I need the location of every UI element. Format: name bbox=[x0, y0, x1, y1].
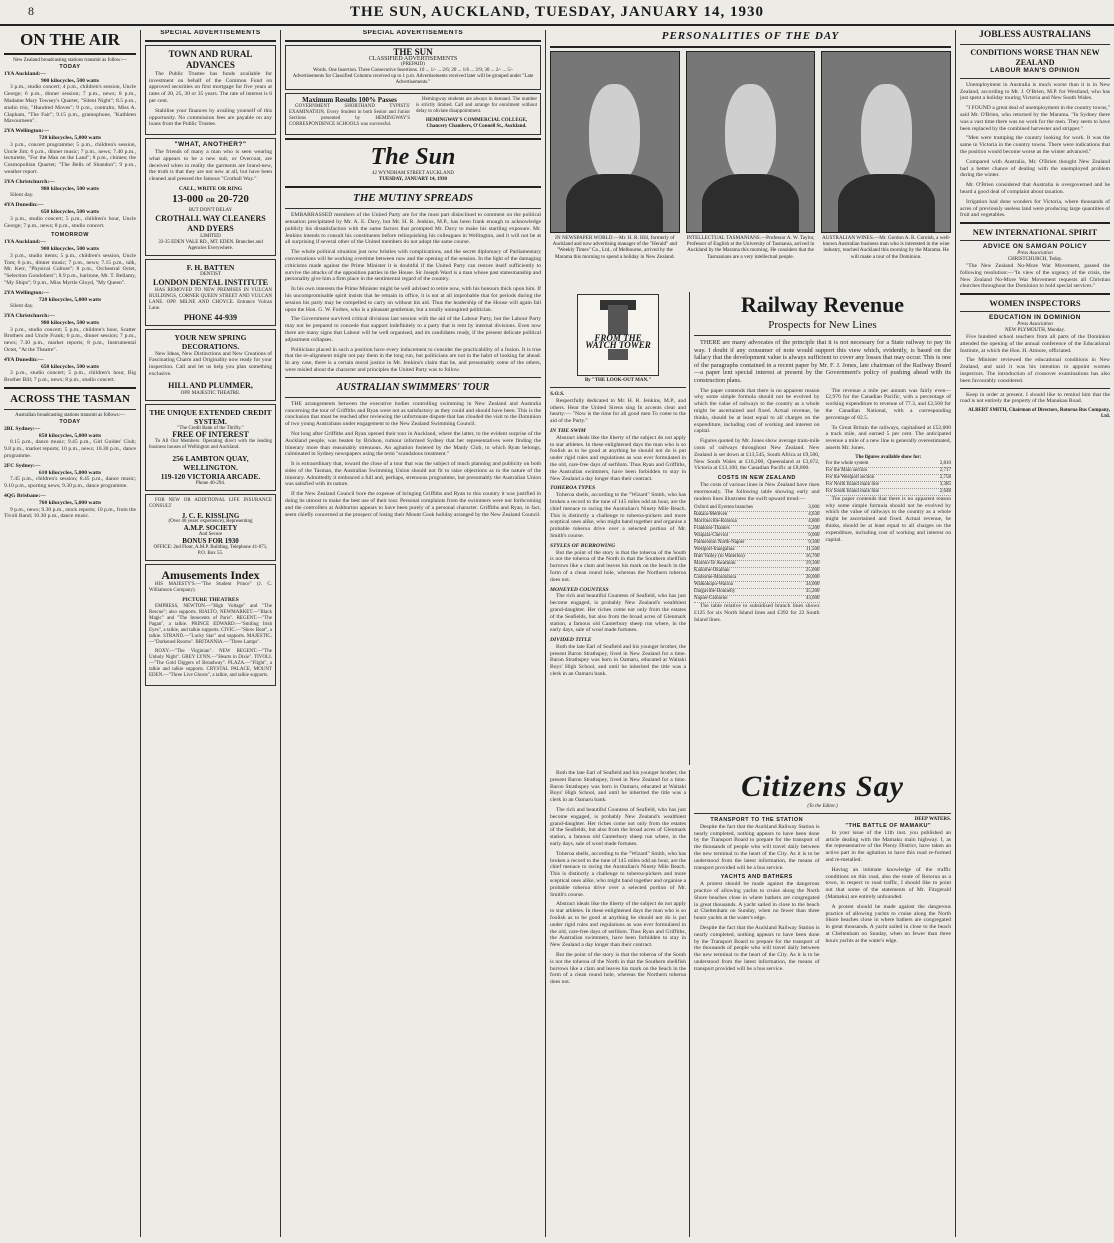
editorial-paragraph: THE arrangements between the executive bodies controlling swimming in New Zealand and Australia concerning the tour of Griffiths and Ryan were not as satisfactory as they could and should have been. This is the conclusion that must be reached after reviewing the unfortunate dispute that has clouded the visit to the Dominion of two young Australians under engagement to the New Zealand Swimming Council. bbox=[285, 400, 541, 428]
table-row bbox=[694, 505, 820, 512]
article-subhead: ADVICE ON SAMOAN POLICY bbox=[982, 243, 1088, 251]
line-name: Marton-Te Awamutu bbox=[694, 561, 736, 567]
advert-hemingway bbox=[285, 93, 541, 135]
newspaper-title: THE SUN, AUCKLAND, TUESDAY, JANUARY 14, 1930 bbox=[349, 4, 765, 20]
advert-title: LONDON DENTAL INSTITUTE bbox=[153, 277, 268, 287]
line-name: Rakaia-Methven bbox=[694, 512, 728, 518]
line-name: Kaikohe-Okaihau bbox=[694, 568, 730, 574]
advert-note: BUT DON'T DELAY bbox=[188, 207, 233, 213]
table-row bbox=[694, 547, 820, 554]
advert-note: "The Credit Bank of the Thrifty." bbox=[177, 425, 244, 431]
editorial-paragraph: The Government survived critical divisions last session with the aid of the Labour Party, but the Labour Party may not be prepared to concede that support indefinitely to a party that is rent by internal divisions. Even now there are many signs that Labour will be well organised, and its candidates ready, if the present delicate political adjustment collapses. bbox=[285, 316, 541, 343]
watch-tower-emblem bbox=[577, 294, 659, 376]
item-title: TOHEROA TYPES bbox=[550, 485, 596, 492]
station-frequency: 850 kilocycles, 5,000 watts bbox=[38, 432, 102, 439]
watch-tower-column bbox=[550, 292, 686, 765]
letter-signature: ALBERT SMITH, Chairman of Directors, Rotorua Bus Company, Ltd. bbox=[968, 408, 1110, 420]
editorial-paragraph: EMBARRASSED members of the United Party are for the most part disinclined to comment on the political sensation precipitated by Mr. A. E. Davy, but Mr. H. R. Jenkins, M.P., has been frank enough to acknowledge publicly his dissatisfaction with the same factors that prompted Mr. Davy to make his startling exposure. Mr. Jenkins intends to consult his constituents before relinquishing his colleagues in Wellington, and it will not be at all surprising if several other of the United members do not adopt the same course. bbox=[285, 212, 541, 246]
station-programme: 3 p.m., studio concert; 5 p.m., children's hour, Uncle George; 7 p.m., news; 8 p.m., studio concert. bbox=[4, 215, 136, 229]
article-paragraph: "I FOUND a great deal of unemployment in the country towns," said Mr. O'Brien, who returned by the Marama. "In Sydney there was a vast time there was no work for the men. They seem to have been replaced by the combined harvester and stripper." bbox=[960, 105, 1110, 132]
personalities-section bbox=[550, 30, 951, 288]
advert-company: HILL AND PLUMMER, bbox=[168, 380, 253, 390]
subhead: The figures available show for: bbox=[855, 454, 922, 460]
column-header: SPECIAL ADVERTISEMENTS bbox=[362, 30, 464, 36]
letters-banner: Citizens Say bbox=[741, 770, 904, 803]
citizens-say-letters bbox=[694, 770, 951, 1237]
table-row bbox=[826, 489, 952, 496]
line-cost: 5,200 bbox=[808, 526, 820, 532]
classified-rates bbox=[285, 45, 541, 91]
line-name: Gisborne-Moutohora bbox=[694, 575, 737, 581]
line-cost: 2,648 bbox=[939, 488, 951, 494]
line-name: Palmerston North-Napier bbox=[694, 540, 745, 546]
line-name: Oxford and Eyreton branches bbox=[694, 505, 754, 511]
station-frequency: 650 kilocycles, 500 watts bbox=[40, 363, 100, 370]
editorial-paragraph: Not long after Griffiths and Ryan opened their tour in Auckland, where the latter, to the evident surprise of the Auckland people, was beaten by Bridson, rumour informed Sydney that her representatives were finding the itinerary more than reasonably strenuous. An agitation fostered by the Manly Club, to which Ryan belongs, culminated in Sydney newspapers using the term "scandalous treatment." bbox=[285, 430, 541, 458]
advert-note: LIMITED bbox=[200, 233, 221, 239]
column-rule bbox=[280, 30, 281, 1237]
station-frequency: 980 kilocycles, 500 watts bbox=[40, 319, 100, 326]
station-name: 2BL Sydney:— bbox=[4, 425, 41, 432]
byline: By "THE LOOK-OUT MAN." bbox=[584, 378, 652, 383]
letter-text: Having an intimate knowledge of the traffic conditions on this road, also the route of Rotorua as a town, in respect to road traffic, I should like to point out that some of the statements of Mr. Fitzgerald (Mamaku) are entirely unfounded. bbox=[825, 866, 951, 900]
advert-title: Maximum Results 100% Passes bbox=[302, 96, 397, 105]
station-programme: Silent day. bbox=[10, 192, 34, 199]
advert-text: The Public Trustee has funds available for investment on behalf of the Common Fund on approved securities on first mortgage for five years at rates of 20, 25, 30 or 35 years. The rate of interest is 6 per cent. bbox=[149, 70, 272, 104]
table-row bbox=[694, 526, 820, 533]
item-text: But the point of the story is that the toheroa of the South is not the toheroa of the North in that the Southern shellfish burrows like a clam and leaves his mark on the beach in the form of a clean round hole, whereas the Northern toheroa does not. bbox=[550, 549, 686, 583]
item-text: Both the late Earl of Seafield and his younger brother, the present Baron Strathspey, lived in New Zealand for a time. Baron Strathspey was born in Oamaru, educated at Waitaki Boys' High School, and until he inherited the title was a clerk in an Oamaru bank. bbox=[550, 770, 686, 804]
dateline: CHRISTCHURCH, Today. bbox=[1007, 256, 1063, 262]
advert-kissling bbox=[145, 494, 276, 561]
emblem-label: FROM THE WATCH TOWER bbox=[578, 335, 658, 349]
station-name: 4YA Dunedin:— bbox=[4, 202, 44, 209]
line-name: For South Island main line bbox=[825, 488, 879, 494]
article-paragraph: Compared with Australia, Mr. O'Brien thought New Zealand had a better chance of dealing with the unemployed problem during the winter. bbox=[960, 158, 1110, 179]
day-label: TODAY bbox=[59, 419, 81, 426]
advert-title: THE SUN bbox=[393, 46, 433, 57]
station-name: 2FC Sydney:— bbox=[4, 462, 41, 469]
nameplate-date: TUESDAY, JANUARY 14, 1930 bbox=[378, 177, 448, 183]
line-name: Hutt Valley (to Waterloo) bbox=[694, 554, 745, 560]
article-paragraph: Mr. O'Brien considered that Australia is overgoverned and he heard a good deal of complaint about taxation. bbox=[960, 182, 1110, 195]
item-text: The rich and beautiful Countess of Seafield, who has just become engaged, is probably New Zealand's wealthiest grand-daughter. Her riches come not only from the estates of the Seafields, but also from the broad acres of Glenmark station, a famous old Canterbury sheep run where, in the early days, sale of wool made fortunes. bbox=[550, 593, 686, 634]
letters-subtitle: (To the Editor.) bbox=[807, 804, 838, 809]
advert-note: (PREPAID) bbox=[401, 62, 425, 68]
editorial-column bbox=[285, 30, 541, 1237]
station-programme: 3 p.m., studio concert; 5 p.m., children's hour, Big Brother Bill; 7 p.m., news; 8 p.m., studio concert. bbox=[4, 370, 136, 384]
masthead bbox=[0, 0, 1114, 26]
station-name: 1YA Auckland:— bbox=[4, 239, 46, 246]
letter-text: Despite the fact that the Auckland Railway Station is nearly completed, nothing appears to have been done by the Transport Board to prepare for the transport of the thousands of people who will travel daily between the new terminal to the heart of the City. As it is to be understood from the latest information, the means of transport provided will be a bus service. bbox=[694, 924, 820, 972]
item-text: But the point of the story is that the toheroa of the South is not the toheroa of the North in that the Southern shellfish burrows like a clam and leaves his mark on the beach in the form of a clean round hole, whereas the Northern toheroa does not. bbox=[550, 951, 686, 986]
article-paragraph: THERE are many advocates of the principle that it is not necessary for a State railway to pay its way. I doubt if any consumer of note would support this view which, evidently, is based on the fallacy that the development value is always sufficient to cover any losses that may occur. This is one of the paragraphs contained in a recent paper by Mr. F. J. Jones, late chairman of the Railway Board—a paper lent special interest at present by the Government's policy of pushing ahead with its construction plans. bbox=[694, 339, 951, 384]
on-the-air-column bbox=[4, 30, 136, 1237]
item-text: Abstract ideals like the liberty of the subject do not apply to star athletes. In these enlightened days the man who is so foolish as to be good at anything he should not do is put under rigid rules and regulations as was ever formulated in the old, care-free days of serfdom. Thus Ryan and Griffiths, the Australian swimmers, have been forbidden to stay in New Zealand a day longer than their contract. bbox=[550, 434, 686, 482]
advertisements-column bbox=[145, 30, 276, 1237]
news-column-right bbox=[960, 30, 1110, 1237]
day-label: TOMORROW bbox=[51, 232, 89, 239]
station-frequency: 900 kilocycles, 500 watts bbox=[40, 77, 100, 84]
advert-credit-system bbox=[145, 404, 276, 491]
advert-note: And Secure bbox=[198, 532, 223, 538]
line-name: Frankton-Thames bbox=[694, 526, 730, 532]
station-programme: 3 p.m., studio items; 5 p.m., children's session, Uncle Tom; 6 p.m., dinner music; 7 p.m., news; 7.15 p.m., talk, Mr. Kerr, "Physical Culture"; 8 p.m., Orchestral Octet, "Selection Gondoliers"; 8.9 p.m., baritone, Mr. T. Bellamy, "My Ships"; 9 p.m., Miss Myrtle Gloyd, "My Queen". bbox=[4, 252, 136, 286]
section-heading: ACROSS THE TASMAN bbox=[10, 393, 130, 406]
item-text: The rich and beautiful Countess of Seafield, who has just become engaged, is probably New Zealand's wealthiest grand-daughter. Her riches come not only from the estates of the Seafields, but also from the broad acres of Glenmark station, a famous old Canterbury sheep run where, in the early days, sale of wool made fortunes. bbox=[550, 806, 686, 847]
dateline: NEW PLYMOUTH, Monday. bbox=[1005, 327, 1065, 333]
advert-title: TOWN AND RURAL ADVANCES bbox=[168, 48, 253, 70]
article-subhead: LABOUR MAN'S OPINION bbox=[990, 67, 1080, 74]
line-cost: 16,700 bbox=[805, 554, 820, 560]
article-headline: WOMEN INSPECTORS bbox=[989, 298, 1081, 309]
article-paragraph: To Great Britain the railways, capitalised at £52,000 a track mile, and earned 5 per cent. The anticipated revenue a mile of a new line is generally overestimated, asserts Mr. Jones. bbox=[825, 424, 951, 451]
line-cost: 2,758 bbox=[939, 474, 951, 480]
column-rule bbox=[140, 30, 141, 1237]
advert-title: THE UNIQUE EXTENDED CREDIT SYSTEM. bbox=[149, 407, 272, 426]
letter-text: In your issue of the 11th inst. you published an article dealing with the Mamaku main highway. I, as the representative of the Plenty District, have taken an active part in the agitation to have this road re-formed and re-metalled. bbox=[825, 829, 951, 863]
article-headline: NEW INTERNATIONAL SPIRIT bbox=[972, 227, 1098, 238]
letter-text: A protest should be made against the dangerous practice of allowing yachts to cruise along the North Shore beaches close in where bathers are congregated in great thousands. A yacht sailed in close to the beach at Cheltenham on Sunday, when no fewer than three hours yachts at the water's edge. bbox=[825, 903, 951, 944]
nameplate-address: 42 WYNDHAM STREET AUCKLAND bbox=[372, 171, 454, 177]
editorial-paragraph: Politicians placed in such a position have every inducement to consider the practicability of a fusion. It is true that the re-alignment might not pay them in the long run, but politicians are not in the habit of looking far ahead. In any case, there is a certain moral justice in Mr. Jenkins's claim that he, and presumably some of the others, were misled about the character and principles the United Party was to follow. bbox=[285, 346, 541, 373]
article-subhead: Prospects for New Lines bbox=[768, 319, 877, 331]
station-programme: 9 p.m., news; 9.30 p.m., stock reports; 10 p.m., from the Tivoli Band; 10.30 p.m., dance music. bbox=[4, 506, 136, 520]
item-text: Respectfully dedicated to Mr. H. R. Jenkins, M.P., and others. Hear the United Sirens sing In accents clear and hearty:— "Now is the time for all good men To come to the aid of the Party." bbox=[550, 397, 686, 425]
photo-caption: AUSTRALIAN WINES.—Mr. Gordon A. R. Cornish, a well-known Australian business man who is interested in the wine industry, reached Auckland this morning by the Marama. He will make a tour of the Dominion. bbox=[821, 235, 951, 260]
line-name: Waipara-Cheviot bbox=[694, 533, 729, 539]
station-programme: Silent day. bbox=[10, 303, 34, 310]
advert-company: CROTHALL WAY CLEANERS AND DYERS bbox=[155, 213, 266, 233]
table-row bbox=[694, 589, 820, 596]
line-name: Waikokopu-Wairoa bbox=[694, 582, 733, 588]
phone-number: 20-720 bbox=[217, 192, 249, 205]
line-cost: 9,000 bbox=[808, 533, 820, 539]
press-credit: Press Association bbox=[1017, 321, 1053, 327]
letter-title: TRANSPORT TO THE STATION bbox=[710, 817, 804, 823]
advert-address: OFFICE: 2nd Floor, A.M.P. Building. Telephone 41-071, P.O. Box 55. bbox=[153, 544, 268, 556]
line-name: For the whole system bbox=[825, 460, 869, 466]
table-row bbox=[694, 561, 820, 568]
article-paragraph: The paper contends that there is no apparent reason why some simple formula should not be evolved by which the value of railways to the country as a whole might be ascertained and fixed. Actual revenue, he thinks, should be at least equal to all charges on the expenditure, including cost of working and interest on capital. bbox=[694, 387, 820, 435]
station-name: 4YA Dunedin:— bbox=[4, 356, 44, 363]
item-title: MONEYED COUNTESS bbox=[550, 586, 609, 593]
railway-revenue-article bbox=[694, 292, 951, 765]
table-row bbox=[694, 568, 820, 575]
table-row bbox=[694, 554, 820, 561]
portrait-photo bbox=[550, 51, 680, 233]
letter-title: YACHTS AND BATHERS bbox=[720, 874, 793, 881]
article-paragraph: The paper contends that there is no apparent reason why some simple formula should not be evolved by which the value of railways to the country as a whole might be ascertained and fixed. Actual revenue, he thinks, should be at least equal to all charges on the expenditure, including cost of working and interest on capital. bbox=[825, 495, 951, 543]
line-cost: 4,630 bbox=[808, 512, 820, 518]
photo-caption: INTELLECTUAL TASMANIANS.—Professor A. W. Taylor, Professor of English at the University of Tasmania, arrived in Auckland by the Marama this morning. He considers that the Tasmanians are a very intellectual people. bbox=[686, 235, 815, 260]
article-paragraph: Figures quoted by Mr. Jones show average train-mile costs of railways throughout New Zealand. New Zealand is set down at £13,545, South Africa at £9,500, New South Wales at £16,200, Queensland at £3,672, Victoria at £13,100, the Canadian Pacific at £8,800. bbox=[694, 438, 820, 472]
article-subhead: EDUCATION IN DOMINION bbox=[989, 314, 1081, 322]
editorial-title: THE MUTINY SPREADS bbox=[352, 192, 473, 205]
line-cost: 9,300 bbox=[808, 540, 820, 546]
article-headline: JOBLESS AUSTRALIANS bbox=[979, 30, 1091, 40]
item-title: DIVIDED TITLE bbox=[550, 637, 592, 644]
line-name: For North Island main line bbox=[825, 481, 879, 487]
station-frequency: 900 kilocycles, 500 watts bbox=[40, 245, 100, 252]
letter-text: A protest should be made against the dangerous practice of allowing yachts to cruise along the North Shore beaches close in where bathers are congregated in great thousands. A yacht sailed in close to the beach at Cheltenham on Sunday, when no fewer than three hours yachts at the water's edge. bbox=[694, 881, 820, 922]
advert-hill-plummer bbox=[145, 329, 276, 401]
station-programme: 3 p.m., studio concert; 4 p.m., children's session, Uncle George; 6 p.m., dinner session; 7 p.m., news; 8 p.m., Madame Mary Towsey's Quartet, "Silent Night"; 8.5 p.m., studio trio, "Hundred Moves"; 9 p.m., contralto, Miss A. Clapham, "The Fair"; 9.15 p.m., gramophone, "Kathleen Mavourneen". bbox=[4, 84, 136, 125]
advert-note: DENTIST bbox=[200, 271, 221, 277]
article-paragraph: The costs of various lines in New Zealand have risen enormously. The following table showing early and modern lines illustrates the swift upward trend:— bbox=[694, 481, 820, 502]
intro-text: Australian broadcasting stations transmit as follows:— bbox=[15, 413, 125, 419]
section-heading: PERSONALITIES OF THE DAY bbox=[661, 30, 840, 42]
advert-text: HIS MAJESTY'S.—"The Student Prince" (J. C. Williamson Company). bbox=[149, 581, 272, 593]
table-row bbox=[694, 540, 820, 547]
rate-table: Words. One Insertion. Three Consecutive Insertions. 10 ... 1/- ... 2/6; 20 ... 1/6 ... 3/9; 30 ... 2/- ... 5/- bbox=[313, 68, 513, 74]
line-cost: 28,000 bbox=[805, 575, 820, 581]
table-row bbox=[826, 461, 952, 468]
letter-title: "THE BATTLE OF MAMAKU" bbox=[845, 823, 932, 829]
advert-address: 119-120 VICTORIA ARCADE. bbox=[160, 471, 261, 481]
article-paragraph: "The New Zealand No-More War Movement, passed the following resolution:—"In view of the urgency of the crisis, the New Zealand No-More War Movement requests all Christian churches throughout the Dominion to hold special services." bbox=[960, 262, 1110, 290]
table-row bbox=[694, 575, 820, 582]
advert-address: OPP. MAJESTIC THEATRE. bbox=[180, 390, 241, 396]
station-frequency: 610 kilocycles, 5,000 watts bbox=[38, 469, 102, 476]
advert-text: Stabilise your finances by availing yourself of this opportunity. No commission fees are payable on any loans from the Public Trustee. bbox=[149, 107, 272, 128]
editorial-paragraph: The whole political situation just now bristles with complications, and the secret diplomacy of Parliamentary conversations will be working overtime between now and the opening of the session. In the light of the damaging criticisms made against the Prime Minister it is doubtful if the United Party can restore itself sufficiently to survive the attacks of the opposition parties in the House. Sir Joseph Ward is a man whose past statesmanship and personality give him a firm place in the sentimental regard of the country. bbox=[285, 249, 541, 283]
station-frequency: 760 kilocycles, 5,000 watts bbox=[38, 499, 102, 506]
advert-text: The friends of many a man who is seen wearing what appears to be a new suit, or Overcoat, are deceived when in reality the garments are brand-new, the truth is that they are not new at all, but have been cleaned and pressed the famous "Crothall Way." bbox=[149, 148, 272, 183]
advert-company: F. H. BATTEN bbox=[186, 262, 235, 272]
article-paragraph: Five hundred school teachers from all parts of the Dominion attended the opening of the annual conference of the Educational Institute, at which the Hon. H. Atmore, officiated. bbox=[960, 333, 1110, 354]
line-name: For the Main section bbox=[825, 467, 868, 473]
item-title: STYLES OF BURROWING bbox=[550, 542, 616, 549]
phone-number: PHONE 44-939 bbox=[183, 312, 238, 322]
advert-title: "WHAT, ANOTHER?" bbox=[174, 141, 247, 149]
advert-company: A.M.P. SOCIETY bbox=[183, 524, 238, 533]
line-name: Westport-Inangahua bbox=[694, 547, 735, 553]
advert-note: Advertisements for Classified Columns received up to 1 p.m. Advertisements received later will be grouped under "Late Advertisements." bbox=[292, 74, 534, 86]
column-rule bbox=[545, 30, 546, 1237]
editorial-paragraph: It is extraordinary that, toward the close of a tour that was the subject of much planning and publicity on both sides of the Tasman, the Australian Swimming Union should not fit to raise objections as to the nature of the itinerary. Admittedly it embraced a full and, perhaps, strenuous programme, but presumably the Australian Union was satisfied with its nature. bbox=[285, 461, 541, 488]
advert-title: Amusements Index bbox=[161, 567, 260, 582]
article-paragraph: The Minister reviewed the educational conditions in New Zealand, and said it was his intention to appoint women inspectors. The introduction of crossover examinations has also been favourably considered. bbox=[960, 357, 1110, 384]
item-text: Both the late Earl of Seafield and his younger brother, the present Baron Strathspey, lived in New Zealand for a time. Baron Strathspey was born in Oamaru, educated at Waitaki Boys' High School, and until he inherited the title was a clerk in an Oamaru bank. bbox=[550, 643, 686, 678]
advert-address: 256 LAMBTON QUAY, WELLINGTON. bbox=[172, 453, 249, 472]
advert-text: Hemingway students are always in demand. The number is strictly limited. Call and arrange for enrolment without delay to obviate disappointment. bbox=[416, 97, 537, 115]
advert-highlight: BONUS FOR 1930 bbox=[182, 537, 239, 546]
advert-note: (Over 40 years' experience), Representing bbox=[168, 519, 253, 525]
advert-text: New Ideas, New Distinctions and New Creations of Fascinating Charm and Originality now ready for your inspection. Call and let us help you plan something exclusive. bbox=[149, 350, 272, 377]
station-frequency: 650 kilocycles, 500 watts bbox=[40, 208, 100, 215]
advert-company: HEMINGWAY'S COMMERCIAL COLLEGE, Chancery Chambers, O'Connell St., Auckland. bbox=[425, 118, 528, 130]
line-cost: 3,000 bbox=[808, 505, 820, 511]
table-row bbox=[694, 582, 820, 589]
phone-number: Phone 40-294. bbox=[195, 480, 226, 486]
article-paragraph: Keep in order at present. I should like to remind him that the road is not entirely the property of the Manukau Road. bbox=[960, 391, 1110, 405]
station-programme: 3 p.m., studio concert; 5 p.m., children's hour, Scatter Brothers and Uncle Frank; 6 p.m., dinner session; 7 p.m., news; 7.30 p.m., market reports; 8 p.m., Instrumental Octet, "At the Theatre". bbox=[4, 326, 136, 354]
station-name: 2YA Wellington:— bbox=[4, 289, 49, 296]
line-cost: 43,000 bbox=[805, 596, 820, 602]
editorial-title: AUSTRALIAN SWIMMERS' TOUR bbox=[336, 381, 490, 393]
editorial-paragraph: In his own interests the Prime Minister might be well advised to retire now, with his honours thick upon him. If his uncompromisable spirit insists that he remain in office, it is not at all improbable that for periods during the session his party may be compelled to carry on without his aid. Thus the leadership of the House will again fall upon the Hon. G. W. Forbes, who is a pleasant gentleman, but a totally uninspired politician. bbox=[285, 286, 541, 313]
article-paragraph: Irrigation had done wonders for Victoria, where thousands of acres of previously useless land were producing large quantities of fruit and vegetables. bbox=[960, 198, 1110, 219]
editorial-paragraph: If the New Zealand Council bore the expense of bringing Griffiths and Ryan to this country it was justified in doing its utmost to make the best use of their tour. Personal complaints from the swimmers were not forthcoming and the controllers at Ashburton appears to have been purely of a personal character. Griffiths and Ryan, in fact, seem chiefly concerned at the prospect of losing their Mount Cook holiday arranged by the New Zealand Council. bbox=[285, 491, 541, 518]
subhead: COSTS IN NEW ZEALAND bbox=[717, 475, 796, 482]
table-row bbox=[694, 512, 820, 519]
press-credit: Press Association bbox=[1017, 250, 1053, 256]
portrait-photo bbox=[821, 51, 951, 233]
article-paragraph: "Men were tramping the country looking for work. It was the same in Victoria in the country towns. There were indications that the position would become worse as the winter advanced." bbox=[960, 135, 1110, 155]
watch-tower-continued bbox=[550, 770, 686, 1237]
station-frequency: 720 kilocycles, 5,000 watts bbox=[38, 134, 102, 141]
line-name: Napier-Gisborne bbox=[694, 596, 728, 602]
article-paragraph: Unemployment in Australia is much worse than it is in New Zealand, according to Mr. J. O'Brien, M.P. for Westland, who has just spent a holiday touring Victoria and New South Wales. bbox=[960, 81, 1110, 102]
line-cost: 4,800 bbox=[808, 519, 820, 525]
nameplate-logo: The Sun bbox=[370, 144, 456, 171]
table-row bbox=[826, 475, 952, 482]
advert-public-trustee bbox=[145, 45, 276, 135]
station-name: 3YA Christchurch:— bbox=[4, 313, 55, 320]
amusements-index bbox=[145, 564, 276, 686]
item-text: Abstract ideals like the liberty of the subject do not apply to star athletes. In these enlightened days the man who is so foolish as to be good at anything he should not do is put under rigid rules and regulations as was ever formulated in the old, care-free days of serfdom. Thus Ryan and Griffiths, the Australian swimmers, have been forbidden to stay in New Zealand a day longer than their contract. bbox=[550, 901, 686, 949]
line-cost: 11,500 bbox=[805, 547, 820, 553]
line-cost: 34,000 bbox=[805, 582, 820, 588]
column-header: SPECIAL ADVERTISEMENTS bbox=[160, 30, 261, 36]
advert-company: J. C. E. KISSLING bbox=[181, 511, 240, 520]
station-programme: 3 p.m., concert programme; 5 p.m., children's session, Uncle Jim; 6 p.m., dinner music; 7 p.m., news; 7.40 p.m., lecturette, "For the Man on the Land"; 8 p.m., chimes; the Cosmopolitan Quartet; "The Bells of Shandon"; 9 p.m., weather report. bbox=[4, 141, 136, 175]
or-label: OR bbox=[206, 197, 215, 204]
station-programme: 8.15 p.m., dance music; 9.45 p.m., Girl Guides' Club; 9.8 p.m., market reports; 10 p.m., news; 10.30 p.m., dance programme. bbox=[4, 439, 136, 460]
table-row bbox=[694, 519, 820, 526]
advert-title: YOUR NEW SPRING DECORATIONS. bbox=[174, 332, 247, 351]
letter-signature: DEEP WATERS. bbox=[914, 817, 951, 822]
line-name: Dargaville-Donnelly bbox=[694, 589, 736, 595]
advert-text: FOR NEW OR ADDITIONAL LIFE INSURANCE CONSULT bbox=[149, 497, 272, 509]
article-paragraph: The table relative to subsidised branch lines shows £125 for six North Island lines and £392 for 22 South Island lines. bbox=[694, 603, 820, 623]
advert-highlight: FREE OF INTEREST bbox=[172, 429, 249, 439]
page-number: 8 bbox=[28, 4, 34, 18]
theatre-list: ROXY.—"The Virginian". NEW REGENT.—"The Unholy Night". GREY LYNN.—"Hearts in Dixie". TIVOLI.—"The Gold Diggers of Broadway". PLAZA.—"Flight", a talkie and talkie supports. CRYSTAL PALACE, MOUNT EDEN.—"Three Live Ghosts", a talkie, and talkie supports. bbox=[149, 648, 272, 678]
cost-table bbox=[826, 461, 952, 496]
station-name: 4QG Brisbane:— bbox=[4, 493, 46, 500]
line-name: For the Westport section bbox=[825, 474, 875, 480]
station-programme: 7.45 p.m., children's session; 8.45 p.m., dance music; 9.10 p.m., sporting news; 9.30 p.m., dance programme. bbox=[4, 476, 136, 490]
table-row bbox=[694, 533, 820, 540]
station-frequency: 720 kilocycles, 5,000 watts bbox=[38, 296, 102, 303]
advert-batten-dentist bbox=[145, 259, 276, 326]
portrait-photo bbox=[686, 51, 816, 233]
line-cost: 2,717 bbox=[939, 467, 951, 473]
table-row bbox=[826, 482, 952, 489]
table-row bbox=[694, 596, 820, 603]
station-frequency: 980 kilocycles, 500 watts bbox=[40, 185, 100, 192]
table-row bbox=[826, 468, 952, 475]
section-heading: ON THE AIR bbox=[20, 30, 120, 49]
article-paragraph: The revenue a mile per annum was fairly even—£2,976 for the Canadian Pacific, with a percentage of working expenditure to revenue of 77.3, and £2,568 for the Canadian National, with a corresponding percentage of 82.5. bbox=[825, 387, 951, 421]
phone-number: 13-000 bbox=[172, 192, 204, 205]
advert-text: HAS REMOVED TO NEW PREMISES IN VULCAN BUILDINGS, CORNER QUEEN STREET AND VULCAN LANE. OPP. MILNE AND CHOYCE. Entrance Vulcan Lane. bbox=[149, 287, 272, 311]
advert-subtitle: CLASSIFIED ADVERTISEMENTS bbox=[368, 55, 458, 62]
line-cost: 2,810 bbox=[939, 460, 951, 466]
cost-table bbox=[694, 505, 820, 603]
photo-caption: IN NEWSPAPER WORLD.—Mr. H. R. Hill, formerly of Auckland and now advertising manager of the "Herald" and "Weekly Times" Co., Ltd., of Melbourne, arrived by the Marama this morning to spend a holiday in New Zealand. bbox=[552, 235, 678, 260]
advert-subtitle: PICTURE THEATRES bbox=[182, 596, 239, 603]
column-rule bbox=[955, 30, 956, 1237]
advert-call: CALL, WRITE OR RING bbox=[178, 185, 243, 192]
station-name: 1YA Auckland:— bbox=[4, 70, 46, 77]
column-rule bbox=[689, 292, 690, 765]
advert-crothall-way bbox=[145, 138, 276, 256]
item-text: Toheroa shells, according to the "Wizard" Smith, who has broken a record to the tune of 145 miles odd an hour, are the chief menace to racing the Australian's Ninety Mile Beach. This is distinctly a challenge to toheroa-pickers and more sceptical ones alike, who might band together and organise a probable toheroa drive over a selected portion of Mr. Smith's course. bbox=[550, 492, 686, 539]
theatre-list: EMPRESS, NEWTON.—"High Voltage" and "The Rescue"; also supports. RIALTO, NEWMARKET.—"Black Magic" and "The Innocents of Paris". REGENT.—"The Pagan", a talkie. PRINCE EDWARD.—"Smiling Irish Eyes", a talkie, and talkie supports. CIVIC.—"Show Boat", a talkie. STRAND.—"Lucky Star" and supports. MAJESTIC.—"Darkened Rooms". BRITANNIA.—"Three Lamps". bbox=[149, 603, 272, 645]
line-cost: 35,200 bbox=[805, 589, 820, 595]
item-title: IN THE SWIM bbox=[550, 427, 586, 434]
line-cost: 19,300 bbox=[805, 561, 820, 567]
item-title: S.O.S. bbox=[550, 391, 565, 397]
article-subhead: CONDITIONS WORSE THAN NEW ZEALAND bbox=[970, 48, 1100, 67]
item-text: Toheroa shells, according to the "Wizard" Smith, who has broken a record to the tune of 145 miles odd an hour, are the chief menace to racing the Australian's Ninety Mile Beach. This is distinctly a challenge to toheroa-pickers and more sceptical ones alike, who might band together and organise a probable toheroa drive over a selected portion of Mr. Smith's course. bbox=[550, 850, 686, 898]
column-rule bbox=[689, 770, 690, 1237]
line-cost: 25,000 bbox=[805, 568, 820, 574]
advert-text: GOVERNMENT SHORTHAND TYPISTS' EXAMINATION. Every Student in both Senior and Junior Sections presented by HEMINGWAY'S CORRESPONDENCE SCHOOLS was successful. bbox=[289, 104, 410, 128]
station-name: 3YA Christchurch:— bbox=[4, 178, 55, 185]
day-label: TODAY bbox=[59, 64, 81, 70]
line-name: Morrinsville-Rotorua bbox=[694, 519, 737, 525]
letter-text: Despite the fact that the Auckland Railway Station is nearly completed, nothing appears to have been done by the Transport Board to prepare for the transport of the thousands of people who will travel daily between the new terminal to the heart of the City. As it is to be understood from the latest information, the means of transport provided will be a bus service. bbox=[694, 823, 820, 871]
intro-text: New Zealand broadcasting stations transmit as follow:— bbox=[13, 58, 127, 63]
advert-text: To All Our Members. Operating direct with the leading business houses of Wellington and Auckland. bbox=[149, 438, 272, 450]
station-name: 2YA Wellington:— bbox=[4, 128, 49, 135]
advert-address: 33-35 EDEN VALE RD., MT. EDEN. Branches and Agencies Everywhere. bbox=[158, 239, 263, 251]
line-cost: 3,385 bbox=[939, 481, 951, 487]
article-headline: Railway Revenue bbox=[740, 292, 905, 317]
